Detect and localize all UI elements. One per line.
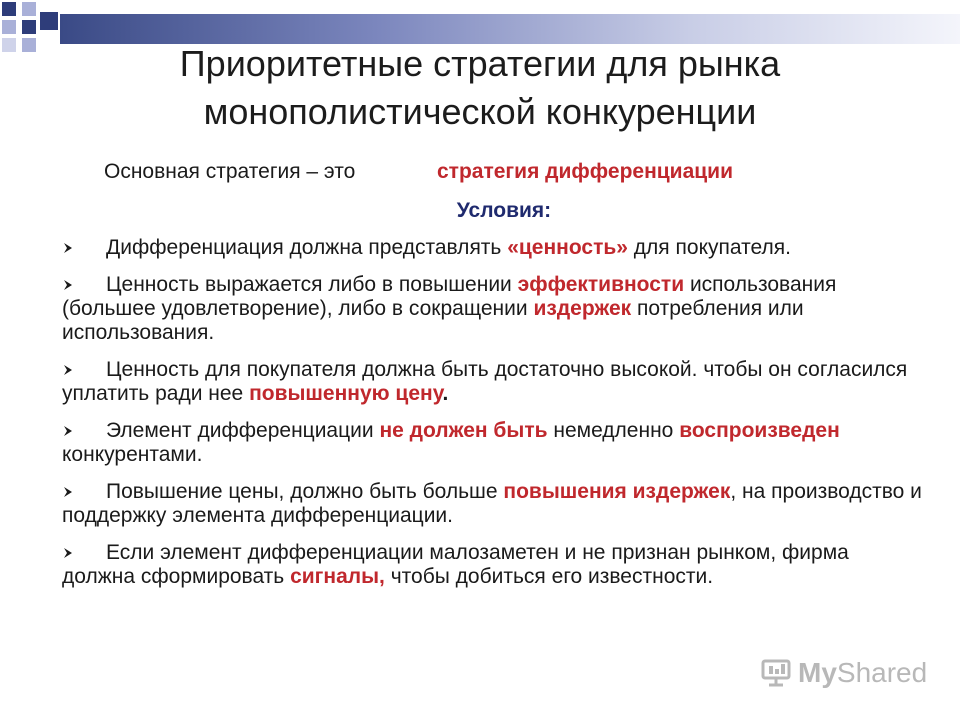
bullet-item <box>62 358 922 406</box>
decor-square-7 <box>22 38 36 52</box>
bullet-highlight: повышенную цену <box>249 382 443 405</box>
arrow-bullet-icon <box>62 419 76 443</box>
bullet-list <box>62 236 922 602</box>
bullet-text: конкурентами. <box>62 443 203 466</box>
bullet-highlight: эффективности <box>517 273 685 296</box>
watermark-logo <box>760 653 950 693</box>
arrow-bullet-icon <box>62 358 76 382</box>
arrow-bullet-icon <box>62 236 76 260</box>
watermark-shared: Shared <box>836 657 928 688</box>
bullet-highlight: не должен быть <box>379 419 548 442</box>
decor-square-4 <box>2 20 16 34</box>
bullet-text: . <box>442 382 449 405</box>
watermark-text <box>798 657 927 689</box>
bullet-text: Повышение цены, должно быть больше <box>106 480 504 503</box>
arrow-bullet-icon <box>62 541 76 565</box>
arrow-bullet-icon <box>62 273 76 297</box>
decor-square-1 <box>2 2 16 16</box>
conditions-heading: Условия: <box>456 199 552 222</box>
bullet-text: потребления или использования. <box>62 297 804 344</box>
bullet-item <box>62 480 922 528</box>
bullet-text: Элемент дифференциации <box>106 419 380 442</box>
bullet-text: , на производство и поддержку элемента дифференциации. <box>62 480 922 527</box>
title-line-1: Приоритетные стратегии для рынка <box>179 43 781 84</box>
decor-square-3 <box>40 12 58 30</box>
bullet-text: Ценность выражается либо в повышении <box>106 273 518 296</box>
title-line-2: монополистической конкуренции <box>203 91 757 132</box>
bullet-highlight: повышения издержек <box>503 480 731 503</box>
bullet-item <box>62 236 922 260</box>
subtitle-lead: Основная стратегия – это <box>104 160 356 183</box>
decor-square-2 <box>22 2 36 16</box>
bullet-text: Дифференциация должна представлять <box>106 236 508 259</box>
decor-square-6 <box>2 38 16 52</box>
subtitle-highlight: стратегия дифференциации <box>437 160 733 183</box>
bullet-item <box>62 541 922 589</box>
presentation-icon <box>760 658 792 688</box>
slide-title <box>40 40 920 136</box>
bullet-text: Ценность для покупателя должна быть достаточно высокой. чтобы он согласился уплатить ради нее <box>62 358 908 405</box>
bullet-text: Если элемент дифференциации малозаметен и не признан рынком, фирма должна сформировать <box>62 541 849 588</box>
bullet-item <box>62 273 922 345</box>
bullet-item <box>62 419 922 467</box>
bullet-text: использования (большее удовлетворение), либо в сокращении <box>62 273 837 320</box>
bullet-text: для покупателя. <box>627 236 791 259</box>
watermark-my: My <box>798 657 837 688</box>
bullet-highlight: сигналы, <box>290 565 385 588</box>
arrow-bullet-icon <box>62 480 76 504</box>
decor-square-5 <box>22 20 36 34</box>
bullet-highlight: воспроизведен <box>679 419 840 442</box>
bullet-text: чтобы добиться его известности. <box>384 565 714 588</box>
bullet-text: немедленно <box>547 419 680 442</box>
bullet-highlight: издержек <box>533 297 632 320</box>
bullet-highlight: «ценность» <box>507 236 628 259</box>
